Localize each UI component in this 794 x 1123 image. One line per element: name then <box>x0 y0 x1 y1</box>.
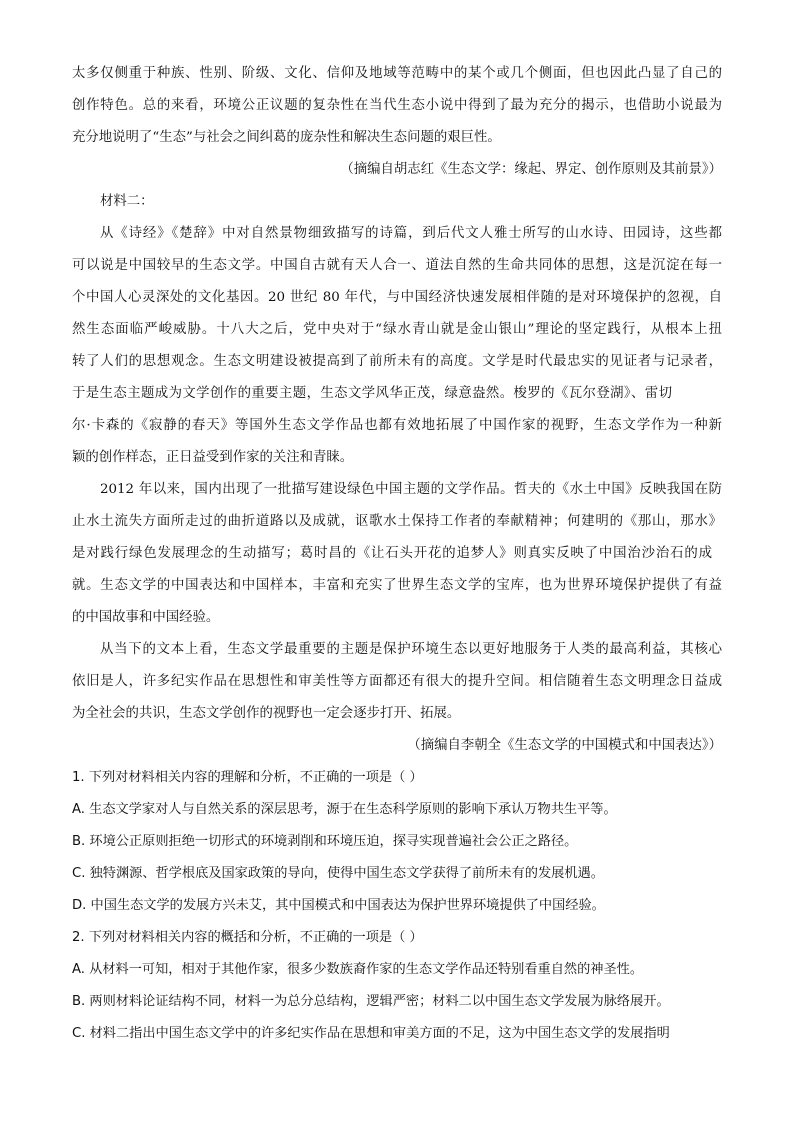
source-citation-2: （摘编自李朝全《生态文学的中国模式和中国表达》） <box>407 738 722 753</box>
text-line: 创作特色。总的来看，环境公正议题的复杂性在当代生态小说中得到了最为充分的揭示，也借助小说最为 <box>72 98 722 113</box>
question-1-option-d: D. 中国生态文学的发展方兴未艾，其中国模式和中国表达为保护世界环境提供了中国经验。 <box>72 898 605 913</box>
question-2-option-c: C. 材料二指出中国生态文学中的许多纪实作品在思想和审美方面的不足，这为中国生态文学的发展指明 <box>72 1026 670 1041</box>
text-line: 个中国人心灵深处的文化基因。20 世纪 80 年代，与中国经济快速发展相伴随的是对环境保护的忽视，自 <box>72 290 722 305</box>
text-line: 2012 年以来，国内出现了一批描写建设绿色中国主题的文学作品。哲夫的《水土中国》反映我国在防 <box>100 482 722 497</box>
question-1-option-a: A. 生态文学家对人与自然关系的深层思考，源于在生态科学原则的影响下承认万物共生平等。 <box>72 802 617 817</box>
text-line: 从当下的文本上看，生态文学最重要的主题是保护环境生态以更好地服务于人类的最高利益，其核心 <box>100 642 722 657</box>
question-1-option-b: B. 环境公正原则拒绝一切形式的环境剥削和环境压迫，探寻实现普遍社会公正之路径。 <box>72 834 578 849</box>
question-2-stem: 2. 下列对材料相关内容的概括和分析，不正确的一项是（ ） <box>72 930 423 945</box>
material2-label: 材料二： <box>100 194 154 209</box>
text-line: 的中国故事和中国经验。 <box>72 610 220 625</box>
question-1-option-c: C. 独特渊源、哲学根底及国家政策的导向，使得中国生态文学获得了前所未有的发展机遇。 <box>72 866 604 881</box>
question-1-stem: 1. 下列对材料相关内容的理解和分析，不正确的一项是（ ） <box>72 770 423 785</box>
source-citation-1: （摘编自胡志红《生态文学：缘起、界定、创作原则及其前景》） <box>340 162 722 177</box>
text-line: 充分地说明了“生态”与社会之间纠葛的庞杂性和解决生态问题的艰巨性。 <box>72 130 501 145</box>
question-2-option-a: A. 从材料一可知，相对于其他作家，很多少数族裔作家的生态文学作品还特别看重自然的神圣性。 <box>72 962 644 977</box>
text-line: 尔·卡森的《寂静的春天》等国外生态文学作品也都有效地拓展了中国作家的视野，生态文学作为一种新 <box>72 418 722 433</box>
text-line: 止水土流失方面所走过的曲折道路以及成就，讴歌水土保持工作者的奉献精神；何建明的《那山，那水》 <box>72 514 722 529</box>
question-2-option-b: B. 两则材料论证结构不同，材料一为总分总结构，逻辑严密；材料二以中国生态文学发展为脉络展开。 <box>72 994 670 1009</box>
text-line: 为全社会的共识，生态文学创作的视野也一定会逐步打开、拓展。 <box>72 706 461 721</box>
text-line: 就。生态文学的中国表达和中国样本，丰富和充实了世界生态文学的宝库，也为世界环境保护提供了有益 <box>72 578 722 593</box>
text-line: 从《诗经》《楚辞》中对自然景物细致描写的诗篇，到后代文人雅士所写的山水诗、田园诗，这些都 <box>100 226 722 241</box>
text-line: 是对践行绿色发展理念的生动描写；葛时昌的《让石头开花的追梦人》则真实反映了中国治沙治石的成 <box>72 546 712 561</box>
text-line: 颖的创作样态，正日益受到作家的关注和青睐。 <box>72 450 354 465</box>
text-line: 转了人们的思想观念。生态文明建设被提高到了前所未有的高度。文学是时代最忠实的见证者与记录者， <box>72 354 722 369</box>
text-line: 可以说是中国较早的生态文学。中国自古就有天人合一、道法自然的生命共同体的思想，这是沉淀在每一 <box>72 258 722 273</box>
text-line: 于是生态主题成为文学创作的重要主题，生态文学风华正茂，绿意盎然。梭罗的《瓦尔登湖》、雷切 <box>72 386 672 401</box>
text-line: 依旧是人，许多纪实作品在思想性和审美性等方面都还有很大的提升空间。相信随着生态文明理念日益成 <box>72 674 722 689</box>
text-line: 然生态面临严峻威胁。十八大之后，党中央对于“绿水青山就是金山银山”理论的坚定践行，从根本上扭 <box>72 322 722 337</box>
text-line: 太多仅侧重于种族、性别、阶级、文化、信仰及地域等范畴中的某个或几个侧面，但也因此凸显了自己的 <box>72 66 722 81</box>
